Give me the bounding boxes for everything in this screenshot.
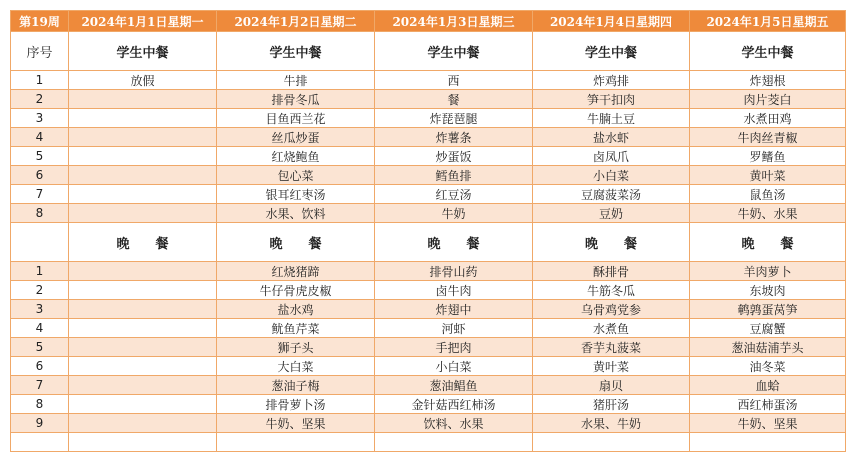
menu-cell: 血蛤 [690, 376, 846, 395]
menu-cell [69, 281, 217, 300]
empty-cell [11, 433, 69, 452]
menu-cell: 羊肉萝卜 [690, 262, 846, 281]
row-index: 5 [11, 338, 69, 357]
dinner-header-row [11, 223, 846, 262]
row-index: 2 [11, 90, 69, 109]
week-number: 第19周 [11, 11, 69, 32]
row-index: 7 [11, 185, 69, 204]
menu-cell: 丝瓜炒蛋 [217, 128, 375, 147]
row-index: 6 [11, 357, 69, 376]
menu-cell: 包心菜 [217, 166, 375, 185]
menu-cell: 小白菜 [375, 357, 533, 376]
lunch-section-label: 学生中餐 [690, 32, 846, 71]
menu-cell: 炸翅根 [690, 71, 846, 90]
empty-cell [217, 433, 375, 452]
dinner-row [11, 319, 846, 338]
lunch-row [11, 128, 846, 147]
menu-cell: 豆奶 [533, 204, 690, 223]
menu-cell [69, 338, 217, 357]
menu-cell: 牛仔骨虎皮椒 [217, 281, 375, 300]
menu-cell: 牛奶、坚果 [217, 414, 375, 433]
menu-cell: 黄叶菜 [533, 357, 690, 376]
row-index: 7 [11, 376, 69, 395]
row-index: 1 [11, 71, 69, 90]
menu-cell: 排骨冬瓜 [217, 90, 375, 109]
menu-cell: 葱油鲳鱼 [375, 376, 533, 395]
dinner-row [11, 395, 846, 414]
menu-cell: 油冬菜 [690, 357, 846, 376]
row-index: 9 [11, 414, 69, 433]
menu-cell: 酥排骨 [533, 262, 690, 281]
dinner-section-label: 晚 餐 [69, 223, 217, 262]
menu-cell: 红烧鲍鱼 [217, 147, 375, 166]
menu-cell: 小白菜 [533, 166, 690, 185]
menu-cell [69, 204, 217, 223]
lunch-header-row [11, 32, 846, 71]
row-index: 4 [11, 319, 69, 338]
menu-cell: 水果、牛奶 [533, 414, 690, 433]
dinner-row [11, 357, 846, 376]
menu-cell: 肉片茭白 [690, 90, 846, 109]
menu-cell: 卤凤爪 [533, 147, 690, 166]
index-column-header: 序号 [11, 32, 69, 71]
menu-cell: 红烧猪蹄 [217, 262, 375, 281]
lunch-row [11, 147, 846, 166]
row-index: 8 [11, 395, 69, 414]
menu-cell: 水煮田鸡 [690, 109, 846, 128]
lunch-row [11, 166, 846, 185]
menu-cell [69, 109, 217, 128]
week-header-row [11, 11, 846, 32]
menu-cell: 饮料、水果 [375, 414, 533, 433]
menu-cell: 牛筋冬瓜 [533, 281, 690, 300]
lunch-row [11, 204, 846, 223]
menu-cell [69, 147, 217, 166]
day-header-mon: 2024年1月1日星期一 [69, 11, 217, 32]
menu-cell: 牛奶、坚果 [690, 414, 846, 433]
menu-cell: 河虾 [375, 319, 533, 338]
menu-cell: 牛腩土豆 [533, 109, 690, 128]
lunch-row [11, 71, 846, 90]
menu-cell [69, 414, 217, 433]
menu-cell: 东坡肉 [690, 281, 846, 300]
menu-cell: 鳕鱼排 [375, 166, 533, 185]
dinner-row [11, 414, 846, 433]
menu-cell: 水煮鱼 [533, 319, 690, 338]
dinner-row [11, 262, 846, 281]
row-index: 5 [11, 147, 69, 166]
menu-cell: 餐 [375, 90, 533, 109]
day-header-wed: 2024年1月3日星期三 [375, 11, 533, 32]
menu-cell: 乌骨鸡党参 [533, 300, 690, 319]
menu-cell: 排骨山药 [375, 262, 533, 281]
row-index: 1 [11, 262, 69, 281]
menu-cell: 牛奶 [375, 204, 533, 223]
dinner-row [11, 300, 846, 319]
menu-cell: 笋干扣肉 [533, 90, 690, 109]
menu-cell [69, 319, 217, 338]
dinner-row [11, 338, 846, 357]
menu-cell: 香芋丸菠菜 [533, 338, 690, 357]
menu-cell: 盐水虾 [533, 128, 690, 147]
menu-cell: 炸薯条 [375, 128, 533, 147]
menu-cell: 牛奶、水果 [690, 204, 846, 223]
row-index: 4 [11, 128, 69, 147]
menu-cell: 牛肉丝青椒 [690, 128, 846, 147]
menu-cell: 水果、饮料 [217, 204, 375, 223]
day-header-fri: 2024年1月5日星期五 [690, 11, 846, 32]
menu-cell: 盐水鸡 [217, 300, 375, 319]
menu-cell: 西 [375, 71, 533, 90]
menu-cell: 炸琵琶腿 [375, 109, 533, 128]
menu-cell: 目鱼西兰花 [217, 109, 375, 128]
empty-cell [375, 433, 533, 452]
empty-cell [690, 433, 846, 452]
menu-cell: 鼠鱼汤 [690, 185, 846, 204]
dinner-section-label: 晚 餐 [533, 223, 690, 262]
menu-cell [69, 395, 217, 414]
lunch-row [11, 90, 846, 109]
menu-cell: 大白菜 [217, 357, 375, 376]
menu-cell: 扇贝 [533, 376, 690, 395]
lunch-section-label: 学生中餐 [533, 32, 690, 71]
menu-cell: 豆腐蟹 [690, 319, 846, 338]
menu-cell: 罗鳍鱼 [690, 147, 846, 166]
lunch-section-label: 学生中餐 [217, 32, 375, 71]
lunch-section-label: 学生中餐 [69, 32, 217, 71]
row-index: 6 [11, 166, 69, 185]
menu-cell [69, 357, 217, 376]
menu-cell: 猪肝汤 [533, 395, 690, 414]
day-header-tue: 2024年1月2日星期二 [217, 11, 375, 32]
menu-cell: 黄叶菜 [690, 166, 846, 185]
row-index: 3 [11, 300, 69, 319]
menu-cell: 银耳红枣汤 [217, 185, 375, 204]
weekly-menu-table [10, 10, 846, 452]
menu-cell: 金针菇西红柿汤 [375, 395, 533, 414]
menu-cell [69, 166, 217, 185]
menu-cell [69, 90, 217, 109]
menu-cell: 葱油菇浦芋头 [690, 338, 846, 357]
menu-cell: 排骨萝卜汤 [217, 395, 375, 414]
dinner-section-label: 晚 餐 [217, 223, 375, 262]
menu-cell: 鱿鱼芹菜 [217, 319, 375, 338]
menu-cell: 红豆汤 [375, 185, 533, 204]
empty-cell [533, 433, 690, 452]
empty-row [11, 433, 846, 452]
dinner-section-label: 晚 餐 [375, 223, 533, 262]
menu-cell: 卤牛肉 [375, 281, 533, 300]
index-column-blank [11, 223, 69, 262]
dinner-row [11, 281, 846, 300]
menu-cell [69, 185, 217, 204]
lunch-row [11, 109, 846, 128]
menu-cell [69, 262, 217, 281]
row-index: 2 [11, 281, 69, 300]
dinner-row [11, 376, 846, 395]
menu-cell: 放假 [69, 71, 217, 90]
row-index: 3 [11, 109, 69, 128]
menu-cell: 牛排 [217, 71, 375, 90]
menu-cell: 手把肉 [375, 338, 533, 357]
lunch-row [11, 185, 846, 204]
day-header-thu: 2024年1月4日星期四 [533, 11, 690, 32]
menu-cell: 鹌鹑蛋莴笋 [690, 300, 846, 319]
menu-cell: 炸鸡排 [533, 71, 690, 90]
menu-cell [69, 300, 217, 319]
dinner-section-label: 晚 餐 [690, 223, 846, 262]
menu-cell: 西红柿蛋汤 [690, 395, 846, 414]
menu-cell: 炸翅中 [375, 300, 533, 319]
menu-cell: 狮子头 [217, 338, 375, 357]
menu-cell: 炒蛋饭 [375, 147, 533, 166]
menu-cell: 葱油子梅 [217, 376, 375, 395]
menu-cell [69, 376, 217, 395]
row-index: 8 [11, 204, 69, 223]
empty-cell [69, 433, 217, 452]
menu-cell [69, 128, 217, 147]
menu-cell: 豆腐菠菜汤 [533, 185, 690, 204]
lunch-section-label: 学生中餐 [375, 32, 533, 71]
